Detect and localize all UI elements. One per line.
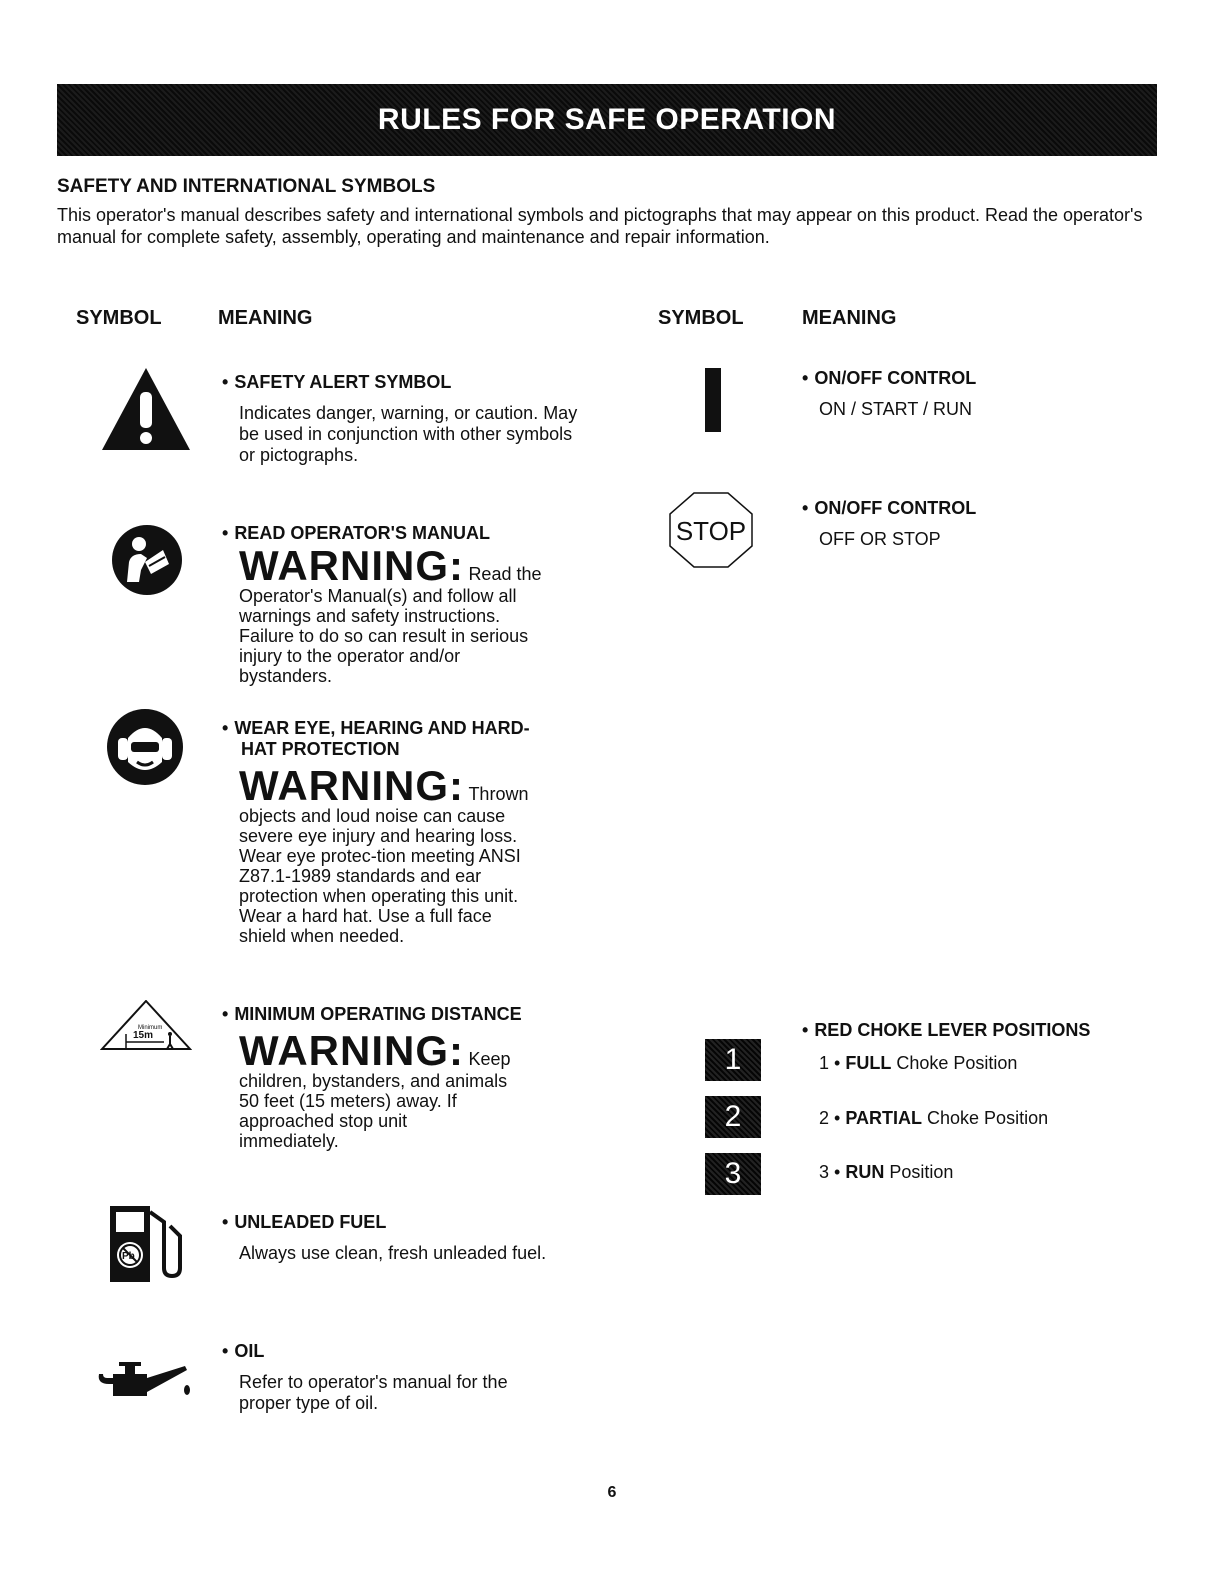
on-bar-icon	[705, 368, 721, 432]
banner-title: RULES FOR SAFE OPERATION	[377, 103, 837, 136]
safety-alert-desc: Indicates danger, warning, or caution. May be used in conjunction with other symbols or pictographs.	[239, 403, 578, 465]
oil-desc: Refer to operator's manual for the proper type of oil.	[239, 1372, 508, 1413]
stop-label: STOP	[675, 516, 747, 546]
fuel-pb-label: Pb	[122, 1251, 135, 1262]
eye-protection-entry	[222, 718, 582, 946]
off-control-entry	[802, 498, 1142, 550]
choke-position-box-3: 3	[705, 1153, 761, 1195]
choke-position-box-1: 1	[705, 1039, 761, 1081]
fuel-title: • UNLEADED FUEL	[222, 1212, 387, 1232]
section-heading: SAFETY AND INTERNATIONAL SYMBOLS	[57, 176, 436, 197]
stop-octagon-icon	[668, 492, 754, 573]
read-manual-title: • READ OPERATOR'S MANUAL	[222, 523, 490, 543]
min-distance-warning-lead: Keep	[468, 1049, 511, 1069]
left-symbol-header: SYMBOL	[76, 307, 162, 329]
fuel-desc: Always use clean, fresh unleaded fuel.	[239, 1243, 547, 1263]
eye-protection-warning-word: WARNING:	[239, 762, 464, 809]
choke-position-box-2: 2	[705, 1096, 761, 1138]
read-manual-warning-text: Operator's Manual(s) and follow all warnings and safety instructions. Failure to do so can result in serious injury to the operator and/or bystanders.	[239, 586, 529, 686]
min-distance-label: Minimum	[138, 1025, 163, 1031]
eye-hearing-protection-icon	[106, 708, 184, 791]
intro-paragraph: This operator's manual describes safety and international symbols and pictographs that may appear on this product. Read the operator's manual for complete safety, assembly, operating and maintenance and repair information.	[57, 205, 1143, 247]
left-meaning-header: MEANING	[218, 307, 313, 329]
min-distance-warning-text: children, bystanders, and animals 50 feet (15 meters) away. If approached stop unit immediately.	[239, 1071, 508, 1151]
oil-title: • OIL	[222, 1341, 265, 1361]
read-manual-warning-lead: Read the	[468, 564, 542, 584]
oil-can-icon	[95, 1360, 195, 1405]
safety-alert-title: • SAFETY ALERT SYMBOL	[222, 372, 452, 392]
eye-protection-title: • WEAR EYE, HEARING AND HARD- HAT PROTECTION	[222, 718, 530, 759]
choke-position-1: 1 • FULL Choke Position	[819, 1053, 1018, 1073]
min-distance-warning-word: WARNING:	[239, 1027, 464, 1074]
safety-alert-entry	[222, 372, 592, 466]
choke-title: • RED CHOKE LEVER POSITIONS	[802, 1020, 1091, 1040]
unleaded-fuel-pump-icon	[106, 1200, 190, 1289]
on-control-desc: ON / START / RUN	[819, 399, 973, 419]
page-number: 6	[607, 1484, 617, 1501]
eye-protection-warning-lead: Thrown	[468, 784, 529, 804]
read-manual-warning-word: WARNING:	[239, 542, 464, 589]
title-banner	[57, 84, 1157, 156]
oil-entry	[222, 1341, 582, 1414]
off-control-title: • ON/OFF CONTROL	[802, 498, 977, 518]
eye-protection-warning-text: objects and loud noise can cause severe eye injury and hearing loss. Wear eye protec-tion meeting ANSI Z87.1-1989 standards and ear protection when operating this unit. Wear a hard hat. Use a full face shield when needed.	[239, 806, 521, 946]
right-symbol-header: SYMBOL	[658, 307, 744, 329]
on-control-entry	[802, 368, 1142, 420]
min-distance-value: 15m	[133, 1030, 154, 1041]
off-control-desc: OFF OR STOP	[819, 529, 941, 549]
warning-triangle-icon	[100, 366, 192, 457]
min-distance-entry	[222, 1004, 582, 1151]
fuel-entry	[222, 1212, 602, 1264]
right-meaning-header: MEANING	[802, 307, 897, 329]
on-control-title: • ON/OFF CONTROL	[802, 368, 977, 388]
choke-position-2: 2 • PARTIAL Choke Position	[819, 1108, 1049, 1128]
minimum-distance-icon	[100, 1000, 192, 1055]
read-manual-entry	[222, 523, 582, 686]
read-manual-icon	[111, 524, 183, 601]
min-distance-title: • MINIMUM OPERATING DISTANCE	[222, 1004, 522, 1024]
choke-position-3: 3 • RUN Position	[819, 1162, 954, 1182]
